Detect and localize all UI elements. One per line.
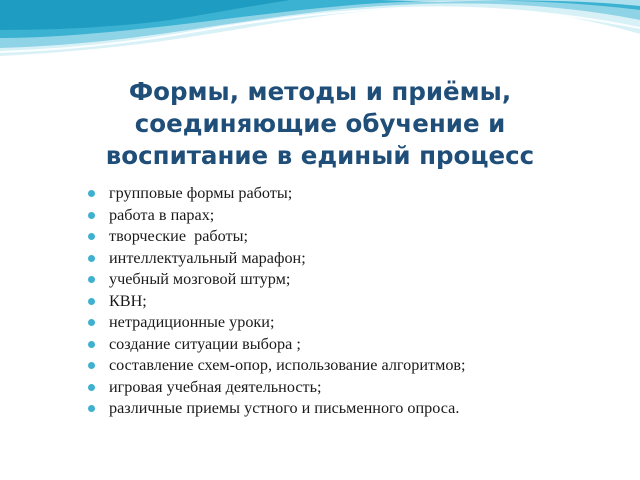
decorative-wave-header — [0, 0, 640, 80]
bullet-text: творческие работы; — [109, 227, 248, 245]
slide-title-line: Формы, методы и приёмы, — [128, 77, 512, 106]
slide-title-line: воспитание в единый процесс — [105, 141, 535, 170]
bullet-text: интеллектуальный марафон; — [109, 248, 306, 267]
bullet-item — [88, 377, 466, 399]
bullet-dot-icon — [88, 319, 95, 326]
slide-title — [30, 76, 610, 172]
bullet-dot-icon — [88, 212, 95, 219]
bullet-dot-icon — [88, 362, 95, 369]
bullet-text: групповые формы работы; — [109, 184, 293, 202]
bullet-text: КВН; — [109, 291, 147, 310]
bullet-text: создание ситуации выбора ; — [109, 334, 301, 353]
bullet-dot-icon — [88, 190, 95, 197]
bullet-item — [88, 248, 466, 270]
bullet-text: работа в парах; — [109, 205, 215, 224]
bullet-item — [88, 334, 466, 356]
bullet-text: различные приемы устного и письменного опроса. — [109, 399, 460, 417]
bullet-text: учебный мозговой штурм; — [109, 270, 291, 288]
bullet-dot-icon — [88, 298, 95, 305]
bullet-item — [88, 205, 466, 227]
bullet-item — [88, 291, 466, 313]
bullet-item — [88, 312, 466, 334]
bullet-item — [88, 355, 466, 377]
bullet-item — [88, 183, 466, 205]
bullet-dot-icon — [88, 276, 95, 283]
bullet-dot-icon — [88, 341, 95, 348]
bullet-text: нетрадиционные уроки; — [109, 313, 275, 331]
bullet-item — [88, 398, 466, 420]
slide-title-line: соединяющие обучение и — [134, 109, 506, 138]
bullet-dot-icon — [88, 233, 95, 240]
bullet-text: составление схем-опор, использование алгоритмов; — [109, 356, 466, 374]
bullet-text: игровая учебная деятельность; — [109, 377, 322, 396]
bullet-dot-icon — [88, 255, 95, 262]
bullet-item — [88, 269, 466, 291]
bullet-item — [88, 226, 466, 248]
bullet-list — [88, 183, 466, 420]
bullet-dot-icon — [88, 405, 95, 412]
bullet-dot-icon — [88, 384, 95, 391]
